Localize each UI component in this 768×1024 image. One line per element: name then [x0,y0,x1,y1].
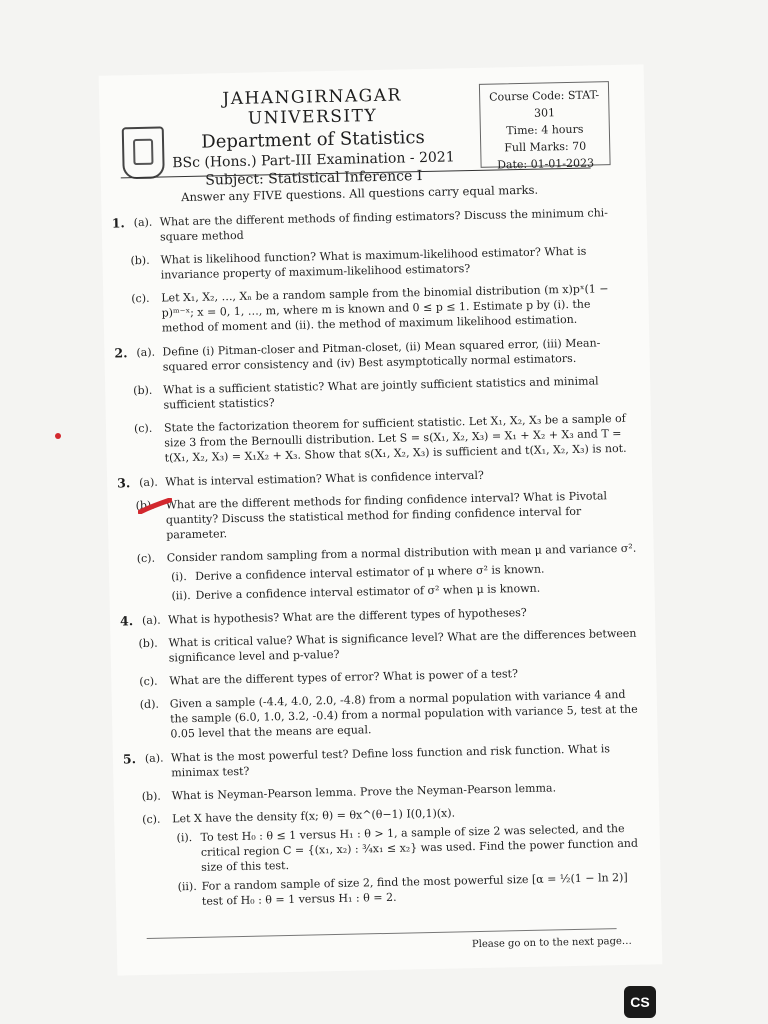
sub-part-text: Derive a confidence interval estimator of σ² when μ is known. [195,581,541,602]
full-marks: Full Marks: 70 [504,139,587,155]
sub-part-label: (i). [176,831,193,845]
question-1 [112,205,634,337]
red-dot-mark [55,433,61,439]
part-label: (a). [144,751,164,765]
part-label: (b). [135,498,155,513]
question-part [120,603,640,629]
question-number: 1. [111,215,125,231]
department-name: Department of Statistics [201,126,425,153]
question-number: 5. [122,751,137,767]
sub-part [172,821,645,876]
question-part [114,335,635,376]
part-text: Define (i) Pitman-closer and Pitman-closet, (ii) Mean squared error, (iii) Mean-squared error consistency and (iv) Best asymptotically normal estimators. [162,336,601,374]
part-text: What is hypothesis? What are the different types of hypotheses? [167,605,527,627]
part-label: (d). [139,697,160,712]
question-2 [114,335,636,467]
part-label: (a). [141,613,161,628]
question-number: 2. [114,345,128,361]
part-text: What are the different methods for finding confidence interval? What is Pivotal quantity? Discuss the statistical method for finding confidence interval for parameter. [165,489,608,542]
course-code: Course Code: STAT-301 [488,88,600,120]
sub-part-label: (ii). [177,879,197,894]
question-part [119,541,640,605]
part-text: Let X have the density f(x; θ) = θx^(θ−1) I(0,1)(x). [172,806,456,826]
question-part [124,802,646,911]
part-label: (a). [136,345,156,360]
question-part [117,488,638,544]
part-text: What are the different methods of finding estimators? Discuss the minimum chi-square method [159,206,609,244]
part-label: (c). [142,812,161,827]
question-number: 3. [117,475,131,491]
part-label: (a). [139,475,158,490]
part-label: (b). [138,636,158,651]
part-label: (c). [136,551,156,566]
question-part [112,205,633,246]
part-text: What is the most powerful test? Define loss function and risk function. What is minimax test? [170,742,611,780]
university-name: JAHANGIRNAGAR UNIVERSITY [222,85,403,129]
part-text: State the factorization theorem for sufficient statistic. Let X₁, X₂, X₃ be a sample of size 3 from the Bernoulli distribution. Let S = s(X₁, X₂, X₃) = X₁ + X₂ + X₃ and T = t(X₁, X₂, X₃) = X₁X₂ + X₃. Show that s(X₁, X₂, X₃) is sufficient and t(X₁, X₂, X₃) is not. [163,411,627,465]
next-page-note: Please go on to the next page… [471,935,632,951]
part-text: What is interval estimation? What is confidence interval? [165,468,484,489]
sub-part-label: (ii). [171,588,191,603]
sub-part-label: (i). [171,570,187,584]
question-part [122,687,643,743]
question-number: 4. [119,613,134,629]
question-part [124,779,644,805]
question-3 [117,465,640,605]
part-text: What is critical value? What is significance level? What are the differences between significance level and p-value? [168,626,637,665]
question-part [116,411,637,467]
part-text: What is likelihood function? What is maximum-likelihood estimator? What is invariance property of maximum-likelihood estimators? [160,244,587,282]
part-label: (b). [141,789,161,804]
part-label: (b). [130,253,150,268]
course-info-box [479,81,611,172]
part-text: What is a sufficient statistic? What are jointly sufficient statistics and minimal sufficient statistics? [163,374,599,412]
exam-paper [99,64,663,975]
subject-name: Subject: Statistical Inference I [205,168,423,189]
sub-part-text: Derive a confidence interval estimator of μ where σ² is known. [195,562,545,583]
question-part [120,626,641,667]
part-label: (c). [139,674,158,689]
question-part [112,243,633,284]
question-part [115,373,636,414]
part-label: (c). [131,291,150,306]
exam-time: Time: 4 hours [506,122,584,138]
part-text: Given a sample (-4.4, 4.0, 2.0, -4.8) from a normal population with variance 4 and the sample (6.0, 1.0, 3.2, -0.4) from a normal population with variance 5, test at the 0.05 level that the means are equal. [169,687,638,741]
camscanner-badge-icon: CS [624,986,656,1018]
question-4 [120,603,643,743]
instructions: Answer any FIVE questions. All questions carry equal marks. [181,182,539,205]
part-label: (b). [133,383,153,398]
question-part [117,465,637,491]
question-5 [123,741,646,911]
sub-part [173,870,646,910]
sub-part-text: For a random sample of size 2, find the most powerful size [α = ½(1 − ln 2)] test of H₀ : θ = 1 versus H₁ : θ = 2. [201,870,628,908]
part-text: Let X₁, X₂, …, Xₙ be a random sample from the binomial distribution (m x)pˣ(1 − p)ᵐ⁻ˣ; x = 0, 1, …, m, where m is known and 0 ≤ p ≤ 1. Estimate p by (i). the method of moment and (ii). the method of maximum likelihood estimation. [161,282,609,335]
exam-date: Date: 01-01-2023 [496,156,595,172]
questions-list [112,205,647,920]
red-pen-mark-icon [138,498,172,514]
part-text: What is Neyman-Pearson lemma. Prove the Neyman-Pearson lemma. [171,781,557,803]
part-label: (a). [133,215,153,230]
question-part [113,281,634,337]
question-part [121,664,641,690]
part-text: Consider random sampling from a normal distribution with mean μ and variance σ². [166,541,637,565]
question-part [123,741,644,782]
sub-part-text: To test H₀ : θ ≤ 1 versus H₁ : θ > 1, a sample of size 2 was selected, and the critical region C = {(x₁, x₂) : ¾x₁ ≤ x₂} was used. Find the power function and size of this test. [200,821,639,874]
exam-name: BSc (Hons.) Part-III Examination - 2021 [172,149,455,172]
part-label: (c). [133,421,153,436]
part-text: What are the different types of error? What is power of a test? [169,667,519,688]
